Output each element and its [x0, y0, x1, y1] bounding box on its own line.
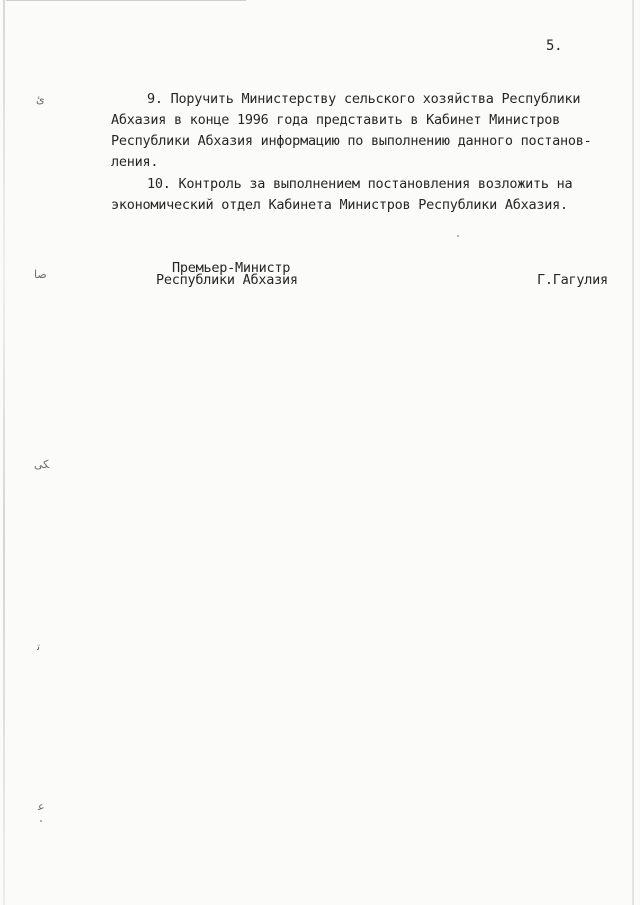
paragraph-10-line: экономический отдел Кабинета Министров Республики Абхазия.	[111, 197, 568, 213]
signature-title-line-1: Премьер-Министр	[172, 260, 291, 276]
margin-mark: ﻋ	[38, 800, 45, 813]
margin-mark: ئ	[36, 93, 45, 106]
signature-name: Г.Гагулия	[537, 272, 608, 288]
paragraph-10	[111, 174, 580, 216]
page-number: 5.	[546, 38, 563, 54]
margin-mark: ﺗ	[37, 640, 41, 653]
page-top-edge	[6, 0, 246, 1]
paragraph-9	[111, 89, 592, 173]
page-right-edge	[632, 0, 634, 905]
page-left-edge	[3, 0, 5, 905]
margin-mark: ﺻﺎ	[34, 268, 47, 281]
paragraph-10-line: 10. Контроль за выполнением постановления возложить на	[147, 176, 573, 192]
margin-mark: ﻜﻰ	[34, 458, 50, 471]
paragraph-9-line: ления.	[111, 154, 159, 170]
paper-speck	[40, 820, 42, 822]
signature-title-line-2: Республики Абхазия	[156, 272, 298, 288]
paragraph-9-line: Абхазия в конце 1996 года представить в Кабинет Министров	[111, 112, 561, 128]
paragraph-9-line: Республики Абхазия информацию по выполнению данного постанов-	[111, 133, 592, 149]
paper-speck	[457, 235, 459, 237]
paragraph-9-line: 9. Поручить Министерству сельского хозяйства Республики	[147, 91, 581, 107]
